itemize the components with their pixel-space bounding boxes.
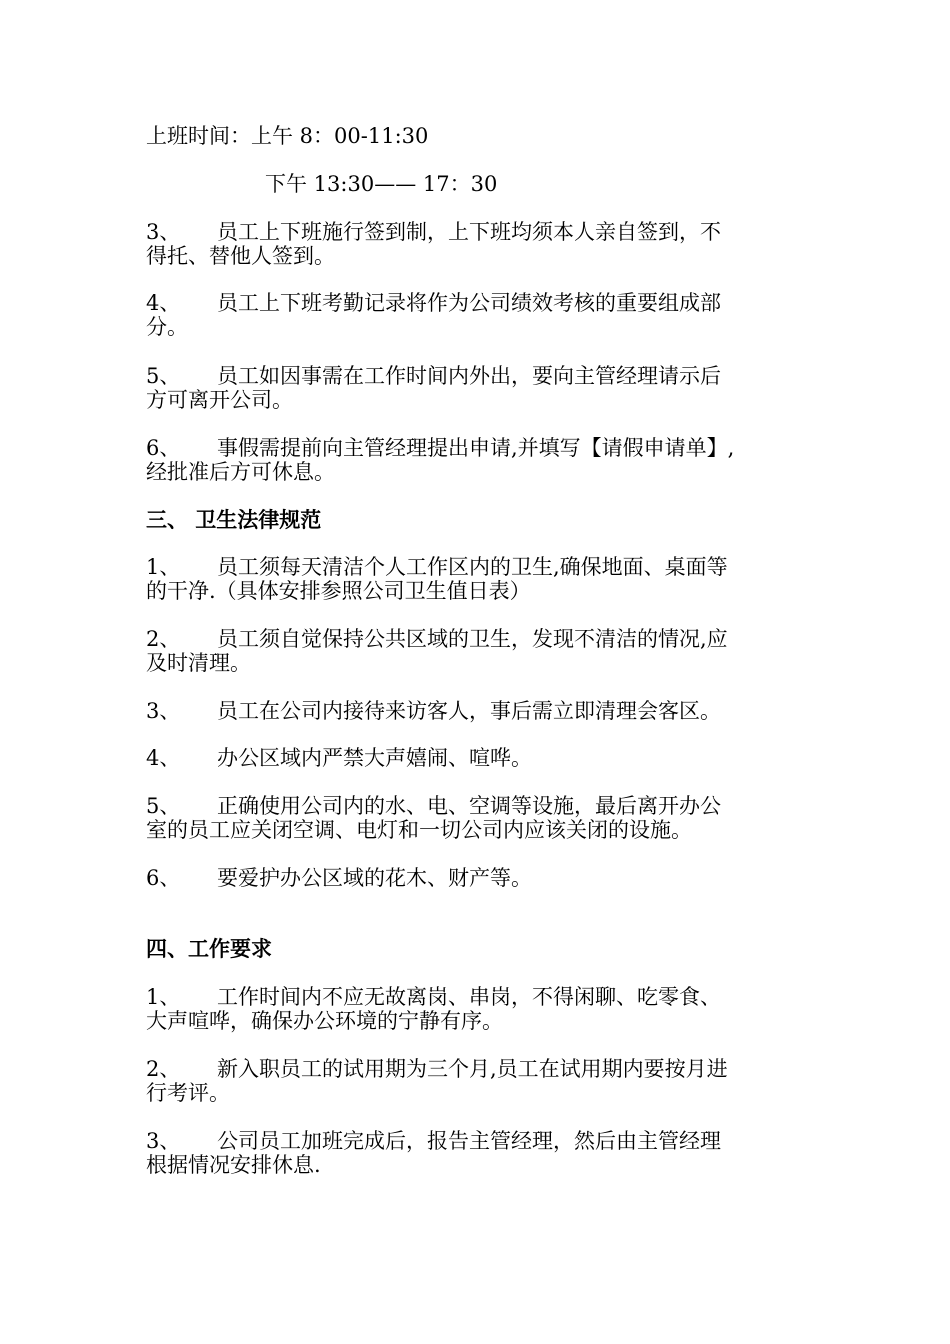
list-item	[146, 746, 532, 770]
list-item	[146, 627, 728, 651]
list-item	[146, 436, 734, 460]
schedule-afternoon: 下午 13:30—— 17：30	[265, 172, 498, 196]
list-item	[146, 699, 721, 723]
item-number: 2、	[146, 627, 181, 651]
item-number: 4、	[146, 291, 181, 315]
item-text: 员工如因事需在工作时间内外出，要向主管经理请示后	[217, 364, 721, 388]
item-text-continued: 经批准后方可休息。	[146, 460, 335, 484]
item-number: 1、	[146, 985, 181, 1009]
item-text-continued: 行考评。	[146, 1081, 230, 1105]
item-text: 工作时间内不应无故离岗、串岗，不得闲聊、吃零食、	[217, 985, 721, 1009]
item-number: 1、	[146, 555, 181, 579]
item-text: 要爱护办公区域的花木、财产等。	[217, 866, 532, 890]
list-item	[146, 985, 721, 1009]
item-number: 3、	[146, 1129, 181, 1153]
item-number: 5、	[146, 364, 181, 388]
item-number: 5、	[146, 794, 181, 818]
item-number: 3、	[146, 220, 181, 244]
item-text-continued: 根据情况安排休息.	[146, 1153, 321, 1177]
item-text-continued: 大声喧哗，确保办公环境的宁静有序。	[146, 1009, 503, 1033]
item-text-continued: 室的员工应关闭空调、电灯和一切公司内应该关闭的设施。	[146, 818, 692, 842]
item-text-continued: 及时清理。	[146, 651, 251, 675]
item-text: 员工在公司内接待来访客人，事后需立即清理会客区。	[217, 699, 721, 723]
item-text-continued: 方可离开公司。	[146, 388, 293, 412]
list-item	[146, 364, 721, 388]
list-item	[146, 220, 721, 244]
item-text: 公司员工加班完成后，报告主管经理，然后由主管经理	[217, 1129, 721, 1153]
item-number: 6、	[146, 436, 181, 460]
item-number: 4、	[146, 746, 181, 770]
list-item	[146, 794, 721, 818]
item-text: 员工须每天清洁个人工作区内的卫生,确保地面、桌面等	[217, 555, 728, 579]
item-number: 2、	[146, 1057, 181, 1081]
item-text: 员工须自觉保持公共区域的卫生，发现不清洁的情况,应	[217, 627, 728, 651]
schedule-morning: 上班时间：上午 8：00-11:30	[146, 124, 429, 148]
item-text-continued: 得托、替他人签到。	[146, 244, 335, 268]
list-item	[146, 866, 532, 890]
section-heading: 四、工作要求	[146, 936, 272, 961]
list-item	[146, 291, 721, 315]
item-number: 6、	[146, 866, 181, 890]
item-text: 新入职员工的试用期为三个月,员工在试用期内要按月进	[217, 1057, 728, 1081]
item-text: 正确使用公司内的水、电、空调等设施，最后离开办公	[217, 794, 721, 818]
item-text: 事假需提前向主管经理提出申请,并填写【请假申请单】,	[217, 436, 735, 460]
item-text: 员工上下班施行签到制，上下班均须本人亲自签到，不	[217, 220, 721, 244]
item-number: 3、	[146, 699, 181, 723]
item-text-continued: 分。	[146, 315, 188, 339]
section-heading: 三、 卫生法律规范	[146, 507, 322, 532]
list-item	[146, 555, 728, 579]
item-text: 办公区域内严禁大声嬉闹、喧哗。	[217, 746, 532, 770]
list-item	[146, 1129, 721, 1153]
item-text-continued: 的干净.（具体安排参照公司卫生值日表）	[146, 579, 531, 603]
list-item	[146, 1057, 728, 1081]
item-text: 员工上下班考勤记录将作为公司绩效考核的重要组成部	[217, 291, 721, 315]
